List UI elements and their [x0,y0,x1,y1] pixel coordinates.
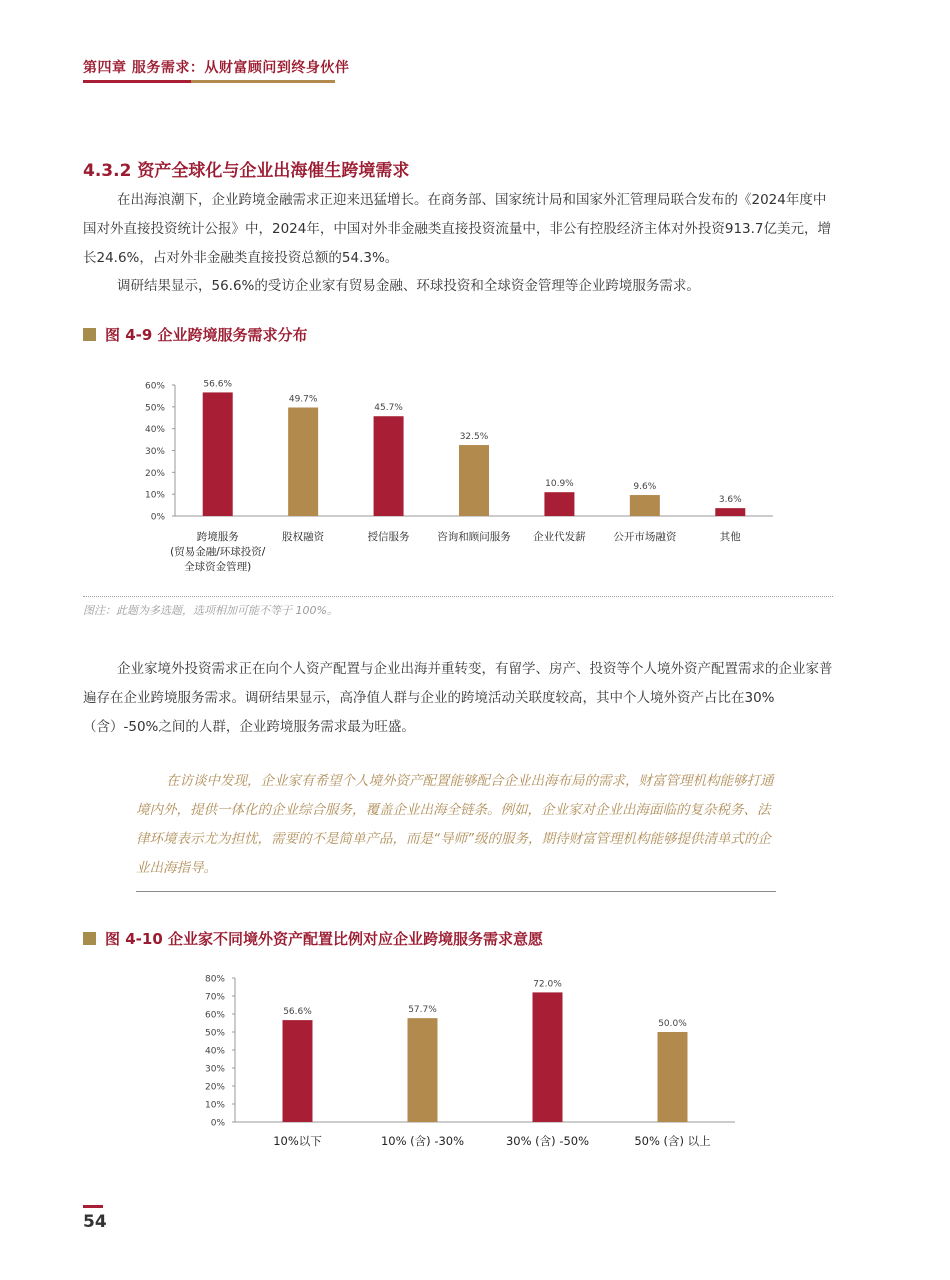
bar [283,1020,313,1122]
category-label: 咨询和顾问服务 [437,531,511,543]
y-tick-label: 50% [204,1028,225,1039]
data-label: 56.6% [203,379,233,390]
chart-demand-by-allocation [190,965,750,1155]
data-label: 45.7% [374,403,403,414]
figure-4-10-title-text: 图 4-10 企业家不同境外资产配置比例对应企业跨境服务需求意愿 [105,930,543,948]
category-label: 30% (含) -50% [505,1134,590,1148]
paragraph-1-text: 在出海浪潮下，企业跨境金融需求正迎来迅猛增长。在商务部、国家统计局和国家外汇管理局联合发布的《2024年度中国对外直接投资统计公报》中，2024年，中国对外非金融类直接投资流量中，非公有控股经济主体对外投资913.7亿美元，增长24.6%，占对外非金融类直接投资总额的54.3%。 [83,192,832,266]
category-label: 10%以下 [273,1134,322,1148]
paragraph-2 [83,272,833,301]
y-tick-label: 40% [144,425,165,436]
section-heading: 4.3.2 资产全球化与企业出海催生跨境需求 [83,161,410,181]
category-label: 全球资金管理) [184,561,252,573]
bar [288,407,318,516]
bar [533,992,563,1122]
bar [544,492,574,516]
figure-4-9-title [83,324,308,345]
header-rule-gold [191,80,335,83]
category-label: 股权融资 [282,531,325,543]
category-label: 企业代发薪 [533,531,586,543]
bar [374,416,404,516]
y-tick-label: 30% [144,447,165,457]
bar [203,392,233,516]
y-tick-label: 30% [204,1064,225,1075]
figure-marker-square [83,328,96,341]
paragraph-1 [83,186,833,273]
bar [715,508,745,516]
category-label: 授信服务 [367,531,410,543]
y-tick-label: 50% [144,403,165,414]
y-tick-label: 60% [204,1010,225,1021]
y-tick-label: 20% [144,468,165,479]
interview-quote [136,767,776,883]
y-tick-label: 10% [144,490,165,501]
category-label: 跨境服务 [196,531,239,543]
category-label: (贸易金融/环球投资/ [170,546,266,558]
page-number: 54 [83,1212,107,1232]
data-label: 57.7% [408,1005,437,1016]
y-tick-label: 0% [150,512,165,523]
footer-rule [83,1205,103,1208]
data-label: 10.9% [545,479,574,490]
bar [658,1032,688,1122]
y-tick-label: 10% [204,1100,225,1111]
chart-cross-border-demand [83,370,833,585]
figure-note-divider [83,596,833,597]
bar [459,445,489,516]
bar [408,1018,438,1122]
data-label: 49.7% [288,394,318,405]
bar [630,495,660,516]
category-label: 50% (含) 以上 [634,1134,711,1148]
figure-note: 图注：此题为多选题，选项相加可能不等于 100%。 [83,604,338,617]
header-rule-red [83,80,191,83]
data-label: 9.6% [633,482,657,493]
y-tick-label: 70% [204,992,225,1003]
paragraph-2-text: 调研结果显示，56.6%的受访企业家有贸易金融、环球投资和全球资金管理等企业跨境服务需求。 [117,278,700,294]
y-tick-label: 80% [204,974,225,985]
y-tick-label: 40% [204,1046,225,1057]
paragraph-3 [83,655,833,742]
category-label: 公开市场融资 [613,531,677,543]
y-tick-label: 0% [210,1118,225,1129]
category-label: 其他 [719,531,741,543]
paragraph-3-text: 企业家境外投资需求正在向个人资产配置与企业出海并重转变，有留学、房产、投资等个人境外资产配置需求的企业家普遍存在企业跨境服务需求。调研结果显示，高净值人群与企业的跨境活动关联度较高，其中个人境外资产占比在30%（含）-50%之间的人群，企业跨境服务需求最为旺盛。 [83,661,833,735]
category-label: 10% (含) -30% [380,1134,465,1148]
figure-4-10-title [83,928,543,949]
interview-quote-text: 在访谈中发现，企业家有希望个人境外资产配置能够配合企业出海布局的需求，财富管理机构能够打通境内外，提供一体化的企业综合服务，覆盖企业出海全链条。例如，企业家对企业出海面临的复杂税务、法律环境表示尤为担忧，需要的不是简单产品，而是“导师”级的服务，期待财富管理机构能够提供清单式的企业出海指导。 [136,773,774,876]
figure-marker-square [83,932,96,945]
data-label: 50.0% [658,1019,687,1029]
data-label: 72.0% [533,979,562,990]
chapter-header-title: 第四章 服务需求：从财富顾问到终身伙伴 [83,60,350,76]
data-label: 56.6% [283,1007,312,1018]
figure-4-9-title-text: 图 4-9 企业跨境服务需求分布 [105,326,308,344]
data-label: 3.6% [718,495,742,506]
y-tick-label: 20% [204,1082,225,1093]
quote-bottom-rule [136,891,776,892]
y-tick-label: 60% [144,381,165,392]
data-label: 32.5% [459,432,489,443]
